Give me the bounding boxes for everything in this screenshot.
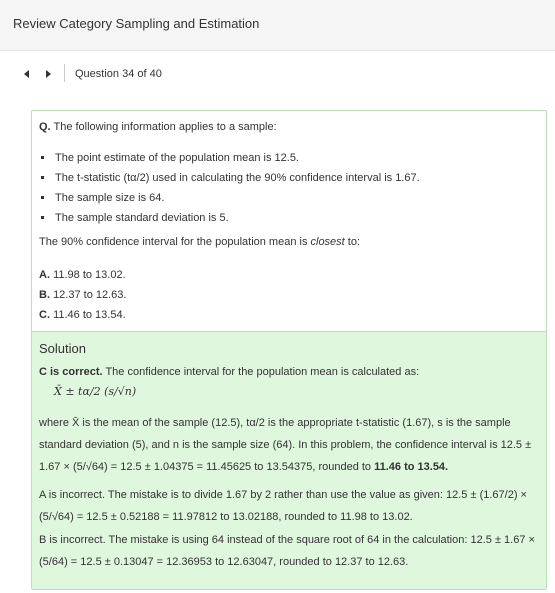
option-c[interactable] bbox=[39, 308, 126, 328]
solution-option-a: A is incorrect. The mistake is to divide 1.67 by 2 rather than use the value as given: 12.5 ± (1.67/2) × (5/√64) = 12.5 ± 0.52188 = 11.97812 to 13.02188, rounded to 11.98 to 13.02. bbox=[39, 489, 527, 523]
option-text: 11.46 to 13.54. bbox=[53, 309, 126, 321]
question-label: Q. bbox=[39, 121, 51, 133]
caret-right-icon[interactable] bbox=[42, 68, 54, 80]
option-text: 12.37 to 12.63. bbox=[53, 289, 127, 301]
option-letter: B. bbox=[39, 289, 50, 301]
solution-explanation: where X̄ is the mean of the sample (12.5), tα/2 is the appropriate t-statistic (1.67), s is the sample standard deviation (5), and n is the sample size (64). In this problem, the confidence interval is 12.5 ± 1.67 × (5/√64) = 12.5 ± 1.04375 = 11.45625 to 13.54375, rounded to 11.46 to 13.54. bbox=[39, 417, 532, 473]
solution-title: Solution bbox=[39, 341, 86, 356]
page-title: Review Category Sampling and Estimation bbox=[13, 16, 260, 31]
option-text: 11.98 to 13.02. bbox=[53, 269, 126, 281]
solution-lead: C is correct. The confidence interval for the population mean is calculated as: bbox=[39, 366, 420, 378]
answer-options bbox=[39, 268, 126, 328]
info-item: The t-statistic (tα/2) used in calculating the 90% confidence interval is 1.67. bbox=[39, 171, 420, 191]
page-header bbox=[0, 0, 555, 51]
caret-left-icon[interactable] bbox=[21, 68, 33, 80]
question-nav bbox=[0, 51, 555, 95]
question-intro bbox=[39, 121, 539, 133]
question-card bbox=[31, 110, 547, 590]
solution-option-b: B is incorrect. The mistake is using 64 instead of the square root of 64 in the calculation: 12.5 ± 1.67 × (5/64) = 12.5 ± 0.13047 = 12.36953 to 12.63047, rounded to 12.37 to 12.63. bbox=[39, 534, 535, 568]
option-letter: C. bbox=[39, 309, 50, 321]
info-list bbox=[39, 151, 420, 231]
question-prompt: The 90% confidence interval for the population mean is closest to: bbox=[39, 236, 361, 248]
ci-formula: X̄ ± tα/2 (s/√n) bbox=[54, 385, 137, 398]
info-item: The sample size is 64. bbox=[39, 191, 420, 211]
info-item: The point estimate of the population mean is 12.5. bbox=[39, 151, 420, 171]
solution-panel bbox=[32, 331, 546, 589]
nav-divider bbox=[64, 64, 65, 82]
question-intro-text: The following information applies to a sample: bbox=[53, 121, 277, 133]
question-counter: Question 34 of 40 bbox=[75, 68, 162, 80]
info-item: The sample standard deviation is 5. bbox=[39, 211, 420, 231]
option-b[interactable] bbox=[39, 288, 126, 308]
option-letter: A. bbox=[39, 269, 50, 281]
option-a[interactable] bbox=[39, 268, 126, 288]
